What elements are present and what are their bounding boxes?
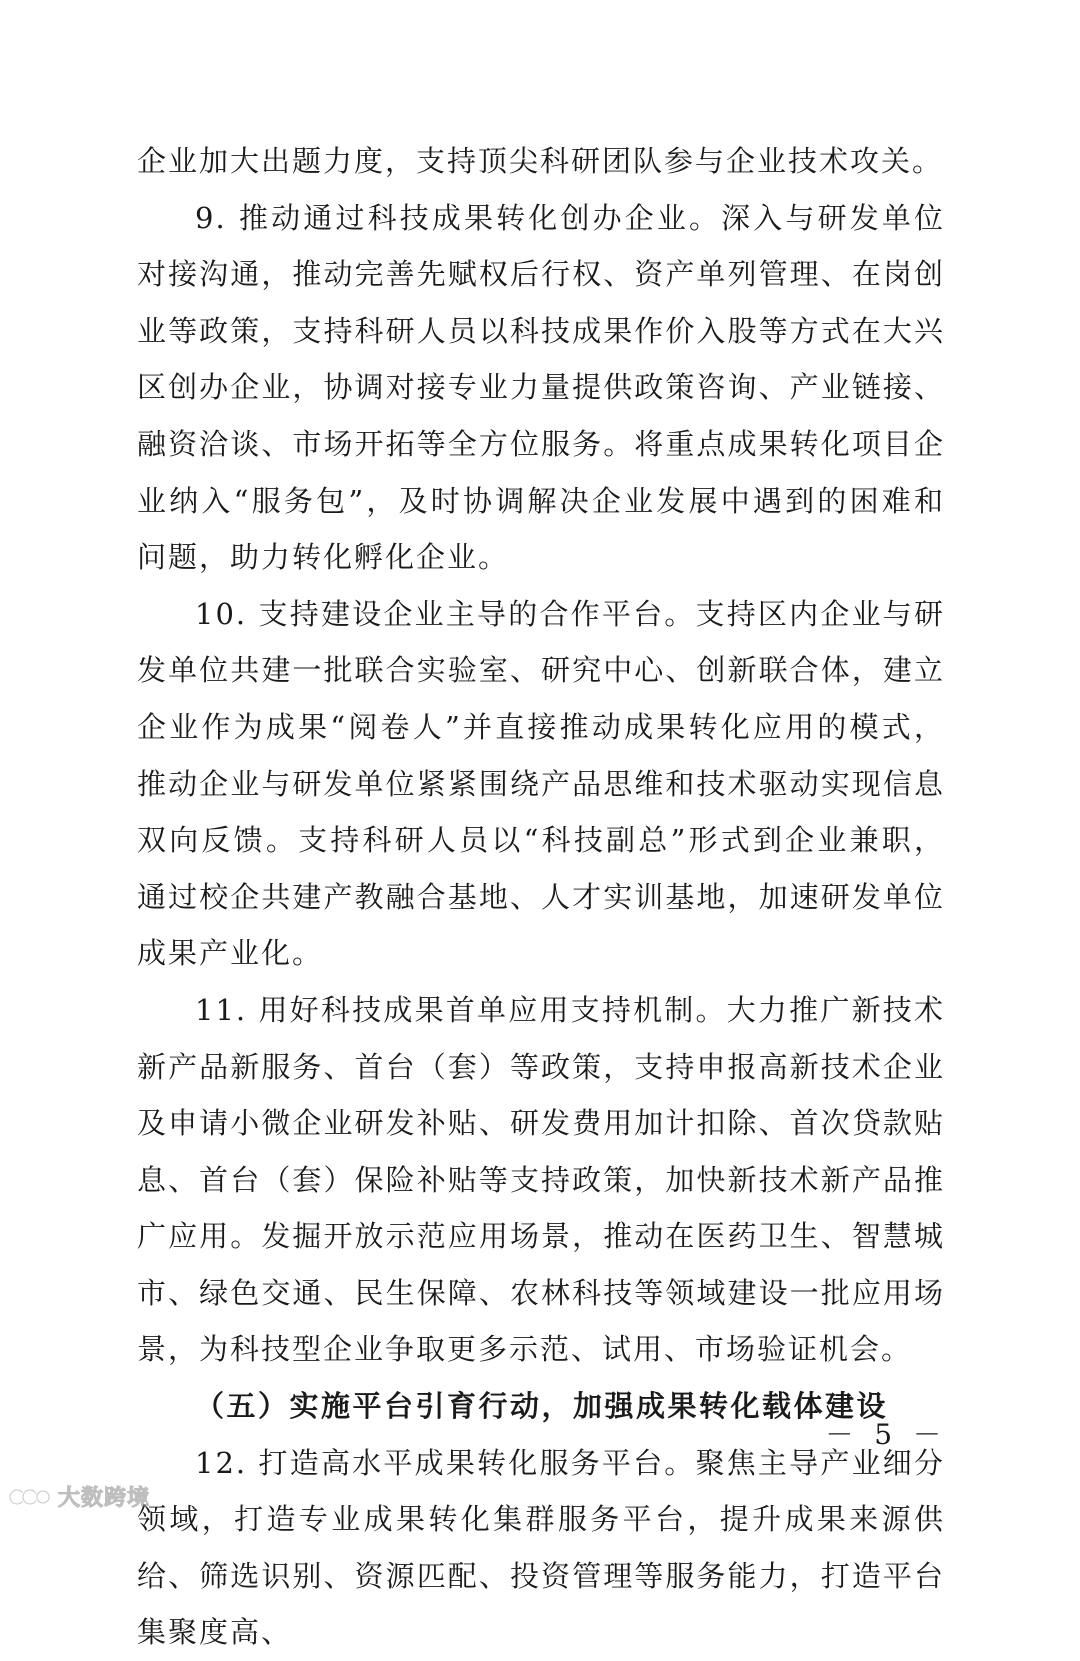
page-number: － 5 － [825,1418,947,1451]
paragraph-item-12: 12. 打造高水平成果转化服务平台。聚焦主导产业细分领域，打造专业成果转化集群服务平台，提升成果来源供给、筛选识别、资源匹配、投资管理等服务能力，打造平台集聚度高、 [137,1445,945,1650]
body-text [137,133,945,1661]
watermark [6,1481,150,1512]
wechat-channel-icon [6,1482,52,1512]
section-heading: （五）实施平台引育行动，加强成果转化载体建设 [195,1389,889,1424]
paragraph-continuation: 企业加大出题力度，支持顶尖科研团队参与企业技术攻关。 [137,144,944,178]
paragraph-item-9: 9. 推动通过科技成果转化创办企业。深入与研发单位对接沟通，推动完善先赋权后行权、资产单列管理、在岗创业等政策，支持科研人员以科技成果作价入股等方式在大兴区创办企业，协调对接专业力量提供政策咨询、产业链接、融资洽谈、市场开拓等全方位服务。将重点成果转化项目企业纳入“服务包”，及时协调解决企业发展中遇到的困难和问题，助力转化孵化企业。 [137,200,945,575]
paragraph-item-11: 11. 用好科技成果首单应用支持机制。大力推广新技术新产品新服务、首台（套）等政策，支持申报高新技术企业及申请小微企业研发补贴、研发费用加计扣除、首次贷款贴息、首台（套）保险补贴等支持政策，加快新技术新产品推广应用。发掘开放示范应用场景，推动在医药卫生、智慧城市、绿色交通、民生保障、农林科技等领域建设一批应用场景，为科技型企业争取更多示范、试用、市场验证机会。 [137,992,945,1367]
watermark-text: 大数跨境 [58,1486,151,1511]
paragraph-item-10: 10. 支持建设企业主导的合作平台。支持区内企业与研发单位共建一批联合实验室、研究中心、创新联合体，建立企业作为成果“阅卷人”并直接推动成果转化应用的模式，推动企业与研发单位紧紧围绕产品思维和技术驱动实现信息双向反馈。支持科研人员以“科技副总”形式到企业兼职，通过校企共建产教融合基地、人才实训基地，加速研发单位成果产业化。 [137,596,945,971]
